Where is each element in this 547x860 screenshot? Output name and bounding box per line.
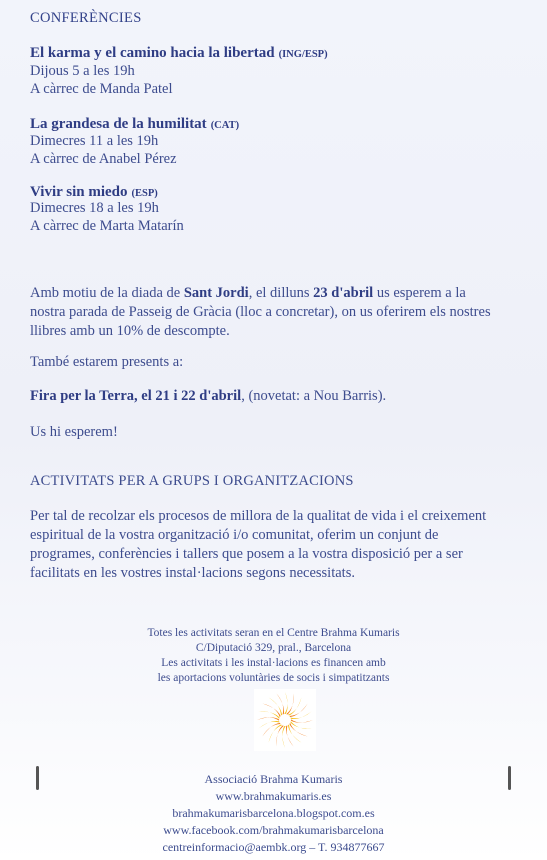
sant-jordi-text-a: Amb motiu de la diada de [30,285,184,301]
talk-3-date: Dimecres 18 a les 19h [30,200,159,216]
sant-jordi-bold: Sant Jordi [183,285,249,301]
talk-1-date: Dijous 5 a les 19h [30,63,135,79]
talk-3-title: Vivir sin miedo [30,184,128,200]
talk-1-speaker: A càrrec de Manda Patel [30,81,173,97]
footer-line-1: Totes les activitats seran en el Centre Brahma Kumaris [147,627,400,639]
activitats-heading: ACTIVITATS PER A GRUPS I ORGANITZACIONS [30,473,354,489]
fira-bold: Fira per la Terra, el 21 i 22 d'abril [30,388,242,404]
talk-1-lang: (ING/ESP) [278,49,328,60]
footer-line-4: les aportacions voluntàries de socis i simpatitzants [157,672,390,684]
contact-blog[interactable]: brahmakumarisbarcelona.blogspot.com.es [172,806,375,820]
sant-jordi-date: 23 d'abril [313,285,374,301]
talk-2-lang: (CAT) [210,120,240,131]
contact-facebook[interactable]: www.facebook.com/brahmakumarisbarcelona [163,823,384,837]
contact-org: Associació Brahma Kumaris [204,772,343,786]
talk-3-title-line [30,183,158,201]
footer-line-2: C/Diputació 329, pral., Barcelona [195,642,352,654]
footer-info [0,626,547,686]
tambe-text: També estarem presents a: [30,354,184,370]
talk-3-lang: (ESP) [131,188,158,199]
talk-2-title: La grandesa de la humilitat [30,116,207,132]
esperem-text: Us hi esperem! [30,424,118,440]
talk-2-speaker: A càrrec de Anabel Pérez [30,151,177,167]
fira-rest: , (novetat: a Nou Barris). [241,388,387,404]
conferencies-heading: CONFERÈNCIES [30,10,142,26]
contact-website[interactable]: www.brahmakumaris.es [215,789,332,803]
sun-burst-logo-icon [254,689,316,751]
sant-jordi-line-2: nostra parada de Passeig de Gràcia (lloc a concretar), on us oferirem els nostres [30,304,491,320]
talk-1-title: El karma y el camino hacia la libertad [30,45,275,61]
contact-info [0,771,547,856]
sant-jordi-line-1 [30,284,466,303]
talk-3-speaker: A càrrec de Marta Matarín [30,218,184,234]
activitats-line-2: espiritual de la vostra organització i/o comunitat, oferim un conjunt de [30,527,439,543]
footer-line-3: Les activitats i les instal·lacions es financen amb [161,657,386,669]
fira-line [30,387,386,406]
sant-jordi-text-e: us esperem a la [373,285,466,301]
activitats-line-1: Per tal de recolzar els procesos de millora de la qualitat de vida i el creixement [30,508,487,524]
talk-2-date: Dimecres 11 a les 19h [30,133,159,149]
activitats-line-3: programes, conferències i tallers que posem a la vostra disposició per a ser [30,546,463,562]
talk-2-title-line [30,115,239,133]
contact-email-phone[interactable]: centreinformacio@aembk.org – T. 934877667 [162,840,385,854]
sant-jordi-line-3: llibres amb un 10% de descompte. [30,323,230,339]
activitats-line-4: facilitats en les vostres instal·lacions segons necessitats. [30,565,355,581]
talk-1-title-line [30,44,328,62]
sant-jordi-text-c: , el dilluns [248,285,314,301]
